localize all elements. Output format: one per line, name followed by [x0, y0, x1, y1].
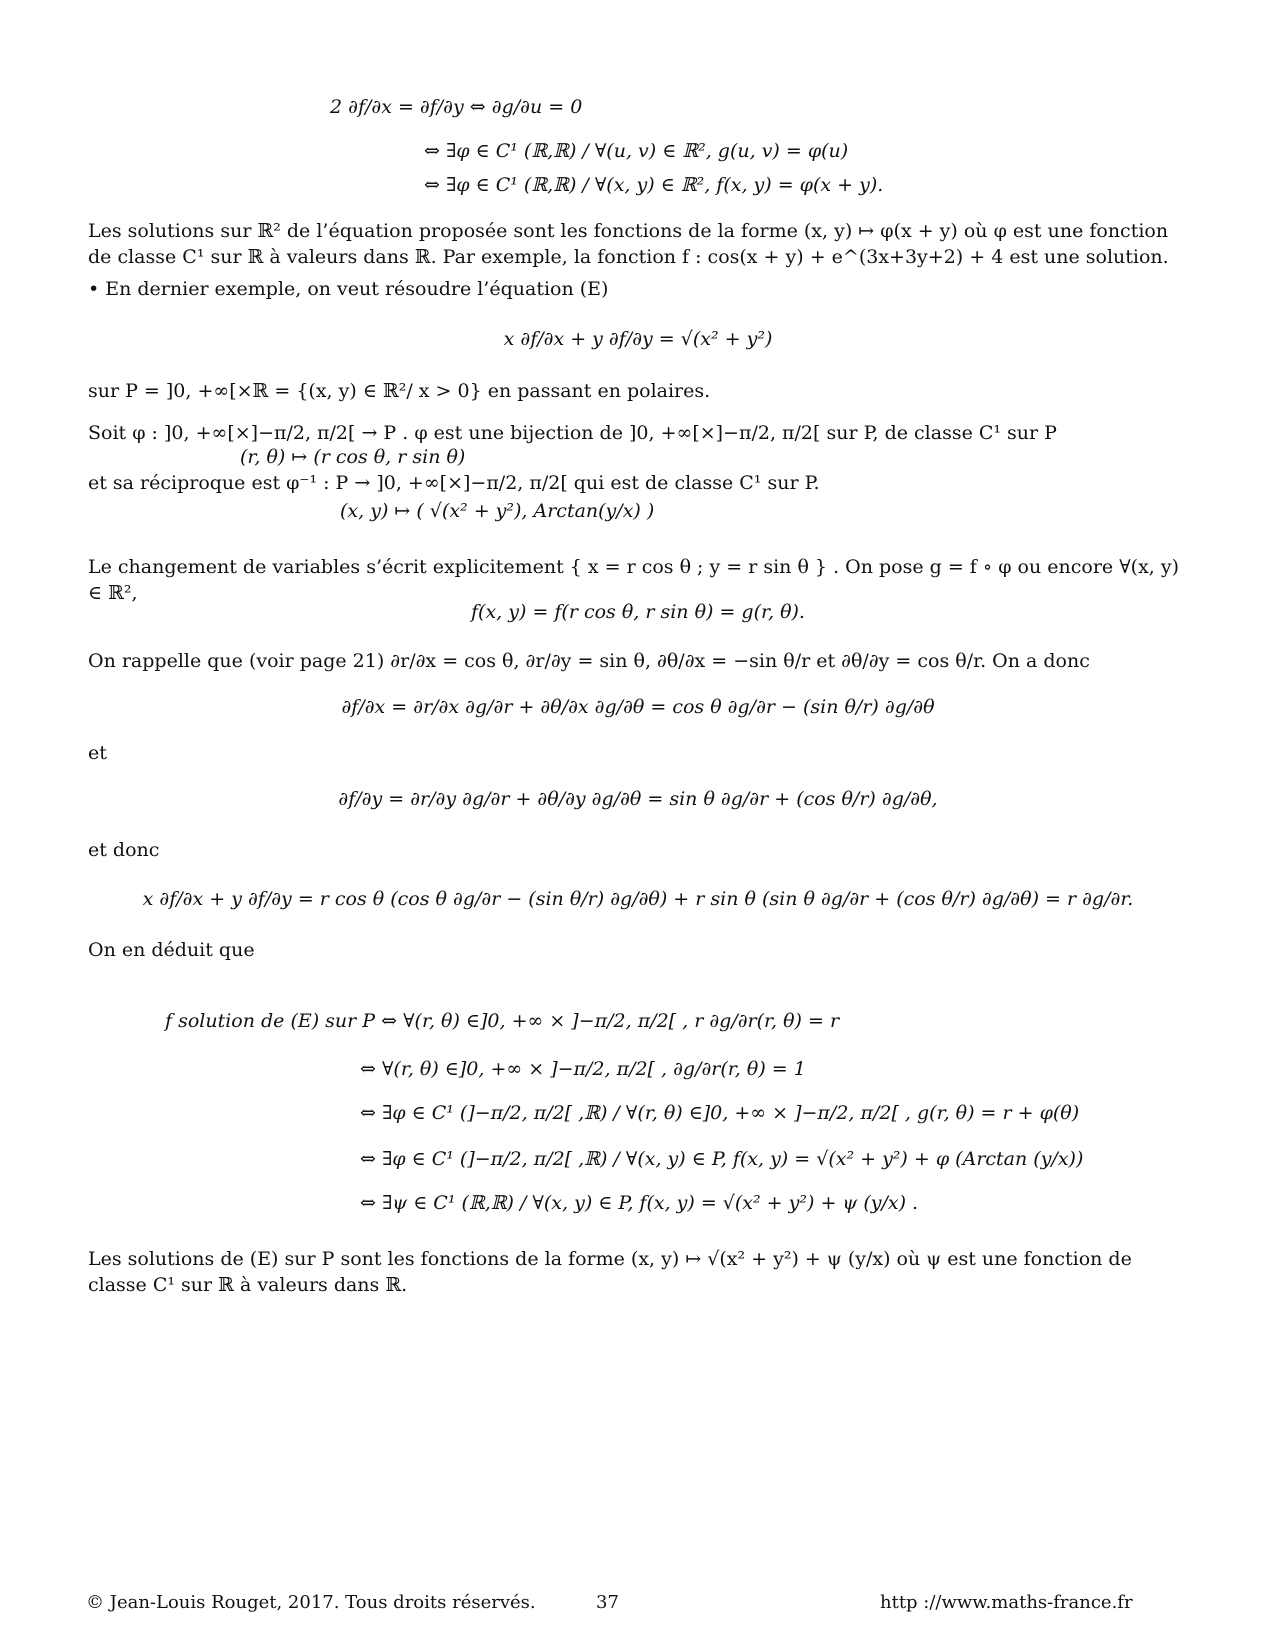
- paragraph-solutions: Les solutions sur ℝ² de l’équation proposée sont les fonctions de la forme (x, y) ↦ φ(x + y) où φ est une fonction de classe C¹ sur ℝ à valeurs dans ℝ. Par exemple, la fonction f : cos(x + y) + e^(3x+3y+2) + 4 est une solution.: [88, 220, 1169, 268]
- deduit-line: On en déduit que: [88, 939, 255, 961]
- equation-fg: f(x, y) = f(r cos θ, r sin θ) = g(r, θ).: [471, 601, 805, 623]
- equation-E: x ∂f/∂x + y ∂f/∂y = √(x² + y²): [503, 328, 773, 350]
- reciprocal-line2: (x, y) ↦ ( √(x² + y²), Arctan(y/x) ): [340, 500, 655, 522]
- word-et-donc: et donc: [88, 839, 160, 861]
- paragraph-conclusion: Les solutions de (E) sur P sont les fonctions de la forme (x, y) ↦ √(x² + y²) + ψ (y/x) où ψ est une fonction de classe C¹ sur ℝ à valeurs dans ℝ.: [88, 1248, 1132, 1296]
- equation-dfdx: ∂f/∂x = ∂r/∂x ∂g/∂r + ∂θ/∂x ∂g/∂θ = cos θ ∂g/∂r − (sin θ/r) ∂g/∂θ: [341, 696, 935, 718]
- reciprocal-line1: et sa réciproque est φ⁻¹ : P → ]0, +∞[×]−π/2, π/2[ qui est de classe C¹ sur P.: [88, 472, 820, 494]
- soit-line1: Soit φ : ]0, +∞[×]−π/2, π/2[ → P . φ est une bijection de ]0, +∞[×]−π/2, π/2[ sur P, de classe C¹ sur P: [88, 422, 1057, 444]
- change-variables: Le changement de variables s’écrit explicitement { x = r cos θ ; y = r sin θ } . On pose g = f ∘ φ ou encore ∀(x, y) ∈ ℝ²,: [88, 556, 1180, 604]
- chain-line-5: ⇔ ∃ψ ∈ C¹ (ℝ,ℝ) / ∀(x, y) ∈ P, f(x, y) = √(x² + y²) + ψ (y/x) .: [360, 1192, 919, 1214]
- chain-line-1: f solution de (E) sur P ⇔ ∀(r, θ) ∈]0, +∞ × ]−π/2, π/2[ , r ∂g/∂r(r, θ) = r: [165, 1010, 840, 1032]
- paragraph-domain-P: sur P = ]0, +∞[×ℝ = {(x, y) ∈ ℝ²/ x > 0} en passant en polaires.: [88, 380, 711, 402]
- footer-copyright: © Jean-Louis Rouget, 2017. Tous droits réservés.: [86, 1592, 536, 1613]
- chain-line-2: ⇔ ∀(r, θ) ∈]0, +∞ × ]−π/2, π/2[ , ∂g/∂r(r, θ) = 1: [360, 1058, 806, 1080]
- top-eq-line3: ⇔ ∃φ ∈ C¹ (ℝ,ℝ) / ∀(x, y) ∈ ℝ², f(x, y) = φ(x + y).: [424, 174, 884, 196]
- footer-url[interactable]: http ://www.maths-france.fr: [880, 1592, 1133, 1613]
- footer-page-number: 37: [596, 1592, 619, 1613]
- word-et: et: [88, 742, 107, 764]
- top-eq-line2: ⇔ ∃φ ∈ C¹ (ℝ,ℝ) / ∀(u, v) ∈ ℝ², g(u, v) = φ(u): [424, 140, 849, 162]
- soit-line2: (r, θ) ↦ (r cos θ, r sin θ): [240, 446, 466, 468]
- chain-line-4: ⇔ ∃φ ∈ C¹ (]−π/2, π/2[ ,ℝ) / ∀(x, y) ∈ P, f(x, y) = √(x² + y²) + φ (Arctan (y/x)): [360, 1148, 1084, 1170]
- equation-combined: x ∂f/∂x + y ∂f/∂y = r cos θ (cos θ ∂g/∂r − (sin θ/r) ∂g/∂θ) + r sin θ (sin θ ∂g/∂r + (cos θ/r) ∂g/∂θ) = r ∂g/∂r.: [142, 888, 1134, 910]
- top-eq-line1: 2 ∂f/∂x = ∂f/∂y ⇔ ∂g/∂u = 0: [330, 96, 583, 118]
- rappel-line: On rappelle que (voir page 21) ∂r/∂x = cos θ, ∂r/∂y = sin θ, ∂θ/∂x = −sin θ/r et ∂θ/∂y = cos θ/r. On a donc: [88, 650, 1090, 672]
- bullet-example: • En dernier exemple, on veut résoudre l’équation (E): [88, 278, 609, 300]
- chain-line-3: ⇔ ∃φ ∈ C¹ (]−π/2, π/2[ ,ℝ) / ∀(r, θ) ∈]0, +∞ × ]−π/2, π/2[ , g(r, θ) = r + φ(θ): [360, 1102, 1080, 1124]
- equation-dfdy: ∂f/∂y = ∂r/∂y ∂g/∂r + ∂θ/∂y ∂g/∂θ = sin θ ∂g/∂r + (cos θ/r) ∂g/∂θ,: [338, 788, 938, 810]
